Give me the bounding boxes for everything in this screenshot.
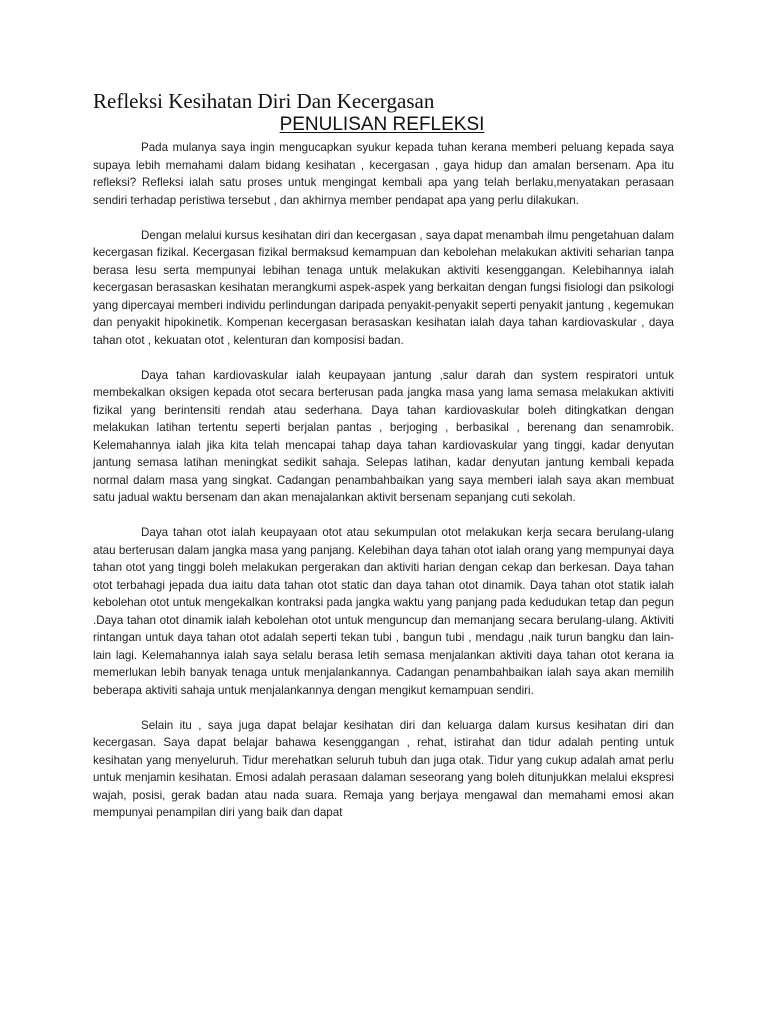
document-heading: PENULISAN REFLEKSI: [279, 114, 485, 135]
document-body: [93, 139, 674, 822]
paragraph-intro: Pada mulanya saya ingin mengucapkan syukur kepada tuhan kerana memberi peluang kepada saya supaya lebih memahami dalam bidang kesihatan , kecergasan , gaya hidup dan amalan bersenam. Apa itu refleksi? Refleksi ialah satu proses untuk mengingat kembali apa yang telah berlaku,menyatakan perasaan sendiri terhadap peristiwa tersebut , dan akhirnya member pendapat apa yang perlu dilakukan.: [93, 141, 674, 207]
paragraph-kecergasan-fizikal: Dengan melalui kursus kesihatan diri dan kecergasan , saya dapat menambah ilmu pengetahuan dalam kecergasan fizikal. Kecergasan fizikal bermaksud kemampuan dan kebolehan melakukan aktiviti seharian tanpa berasa lesu serta mempunyai lebihan tenaga untuk melakukan aktiviti kesenggangan. Kelebihannya ialah kecergasan berasaskan kesihatan merangkumi aspek-aspek yang berkaitan dengan fungsi fisiologi dan psikologi yang dipercayai memberi individu perlindungan daripada penyakit-penyakit seperti penyakit jantung , kegemukan dan penyakit hipokinetik. Kompenan kecergasan berasaskan kesihatan ialah daya tahan kardiovaskular , daya tahan otot , kekuatan otot , kelenturan dan komposisi badan.: [93, 228, 674, 347]
paragraph-kesihatan-diri: Selain itu , saya juga dapat belajar kesihatan diri dan keluarga dalam kursus kesihatan diri dan kecergasan. Saya dapat belajar bahawa kesenggangan , rehat, istirahat dan tidur adalah penting untuk kesihatan yang menyeluruh. Tidur merehatkan seluruh tubuh dan juga otak. Tidur yang cukup adalah amat perlu untuk menjamin kesihatan. Emosi adalah perasaan dalaman seseorang yang boleh ditunjukkan melalui ekspresi wajah, posisi, gerak badan atau nada suara. Remaja yang berjaya mengawal dan memahami emosi akan mempunyai penampilan diri yang baik dan dapat: [93, 718, 674, 819]
paragraph-daya-tahan-kardiovaskular: Daya tahan kardiovaskular ialah keupayaan jantung ,salur darah dan system respiratori untuk membekalkan oksigen kepada otot secara berterusan pada jangka masa yang lama semasa melakukan aktiviti fizikal yang berintensiti rendah atau sederhana. Daya tahan kardiovaskular boleh ditingkatkan dengan melakukan latihan tertentu seperti berjalan pantas , berjoging , berbasikal , berenang dan senamrobik. Kelemahannya ialah jika kita telah mencapai tahap daya tahan kardiovaskular yang tinggi, kadar denyutan jantung semasa latihan meningkat sedikit sahaja. Selepas latihan, kadar denyutan jantung kembali kepada normal dalam masa yang singkat. Cadangan penambahbaikan yang saya memberi ialah saya akan membuat satu jadual waktu bersenam dan akan menajalankan aktivit bersenam sepanjang cuti sekolah.: [93, 368, 674, 504]
document-title: Refleksi Kesihatan Diri Dan Kecergasan: [93, 89, 435, 113]
paragraph-daya-tahan-otot: Daya tahan otot ialah keupayaan otot atau sekumpulan otot melakukan kerja secara berulang-ulang atau berterusan dalam jangka masa yang panjang. Kelebihan daya tahan otot ialah orang yang mempunyai daya tahan otot yang tinggi boleh melakukan pergerakan dan aktiviti harian dengan cekap dan berkesan. Daya tahan otot terbahagi jepada dua iaitu data tahan otot static dan daya tahan otot dinamik. Daya tahan otot statik ialah kebolehan otot untuk mengekalkan kontraksi pada jangka waktu yang panjang pada kedudukan tetap dan pegun .Daya tahan otot dinamik ialah kebolehan otot untuk menguncup dan memanjang secara berulang-ulang. Aktiviti rintangan untuk daya tahan otot adalah seperti tekan tubi , bangun tubi , mendagu ,naik turun bangku dan lain-lain lagi. Kelemahannya ialah saya selalu berasa letih semasa menjalankan aktiviti daya tahan otot kerana ia memerlukan lebih banyak tenaga untuk menjalankannya. Cadangan penambahbaikan ialah saya akan memilih beberapa aktiviti sahaja untuk menjalankannya dengan mengikut kemampuan sendiri.: [93, 526, 674, 697]
